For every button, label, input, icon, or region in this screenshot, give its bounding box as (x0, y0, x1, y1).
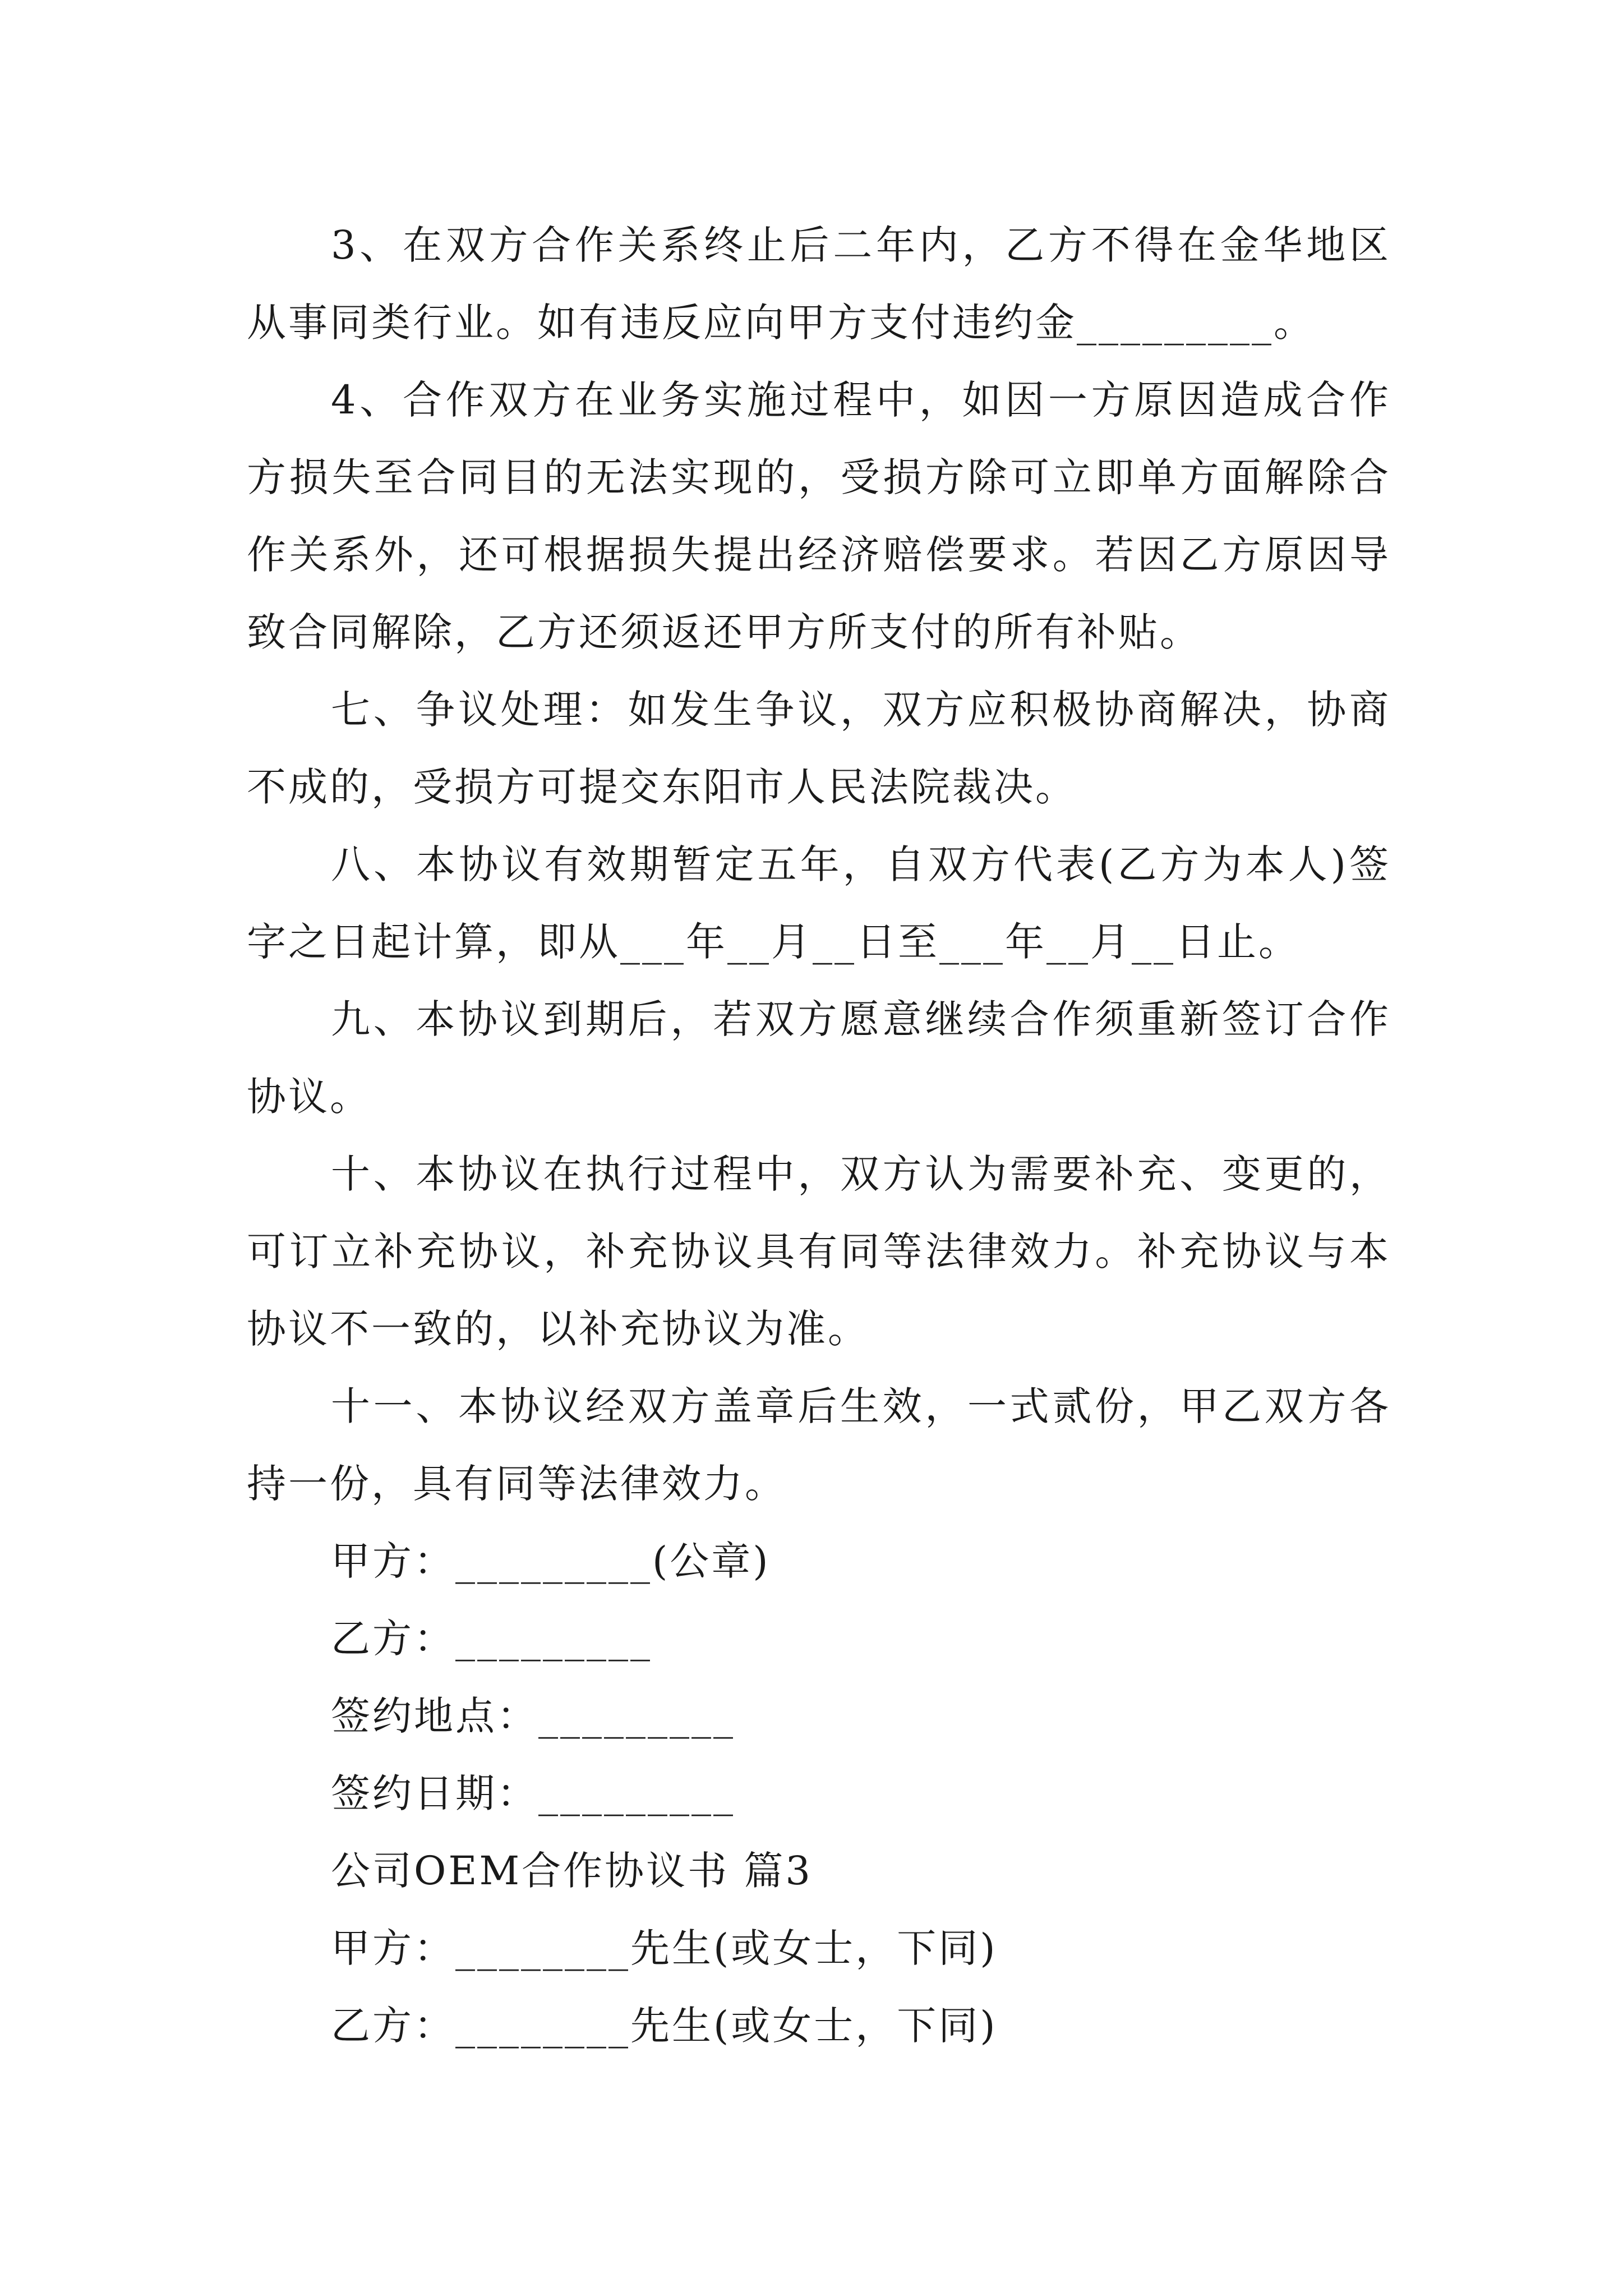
party-a-line: 甲方：________先生(或女士，下同) (331, 1925, 998, 1971)
clause-paragraph: 3、在双方合作关系终止后二年内，乙方不得在金华地区从事同类行业。如有违反应向甲方支付违约金_________。 (247, 222, 1391, 346)
document-body (247, 206, 1391, 2064)
clause-paragraph: 九、本协议到期后，若双方愿意继续合作须重新签订合作协议。 (247, 996, 1391, 1120)
clause-paragraph: 十一、本协议经双方盖章后生效，一式贰份，甲乙双方各持一份，具有同等法律效力。 (247, 1383, 1391, 1507)
clause-paragraph: 七、争议处理：如发生争议，双方应积极协商解决，协商不成的，受损方可提交东阳市人民法院裁决。 (247, 687, 1391, 810)
clause-paragraph: 十、本协议在执行过程中，双方认为需要补充、变更的，可订立补充协议，补充协议具有同等法律效力。补充协议与本协议不一致的，以补充协议为准。 (247, 1151, 1391, 1352)
signing-date: 签约日期：_________ (331, 1770, 735, 1816)
party-b-line: 乙方：________先生(或女士，下同) (331, 2003, 998, 2049)
clause-paragraph: 4、合作双方在业务实施过程中，如因一方原因造成合作方损失至合同目的无法实现的，受损方除可立即单方面解除合作关系外，还可根据损失提出经济赔偿要求。若因乙方原因导致合同解除，乙方还须返还甲方所支付的所有补贴。 (247, 377, 1391, 655)
section-title: 公司OEM合作协议书 篇3 (331, 1848, 813, 1894)
signing-place: 签约地点：_________ (331, 1693, 735, 1739)
clause-paragraph: 八、本协议有效期暂定五年，自双方代表(乙方为本人)签字之日起计算，即从___年__月__日至___年__月__日止。 (247, 841, 1391, 965)
signature-party-b: 乙方：_________ (331, 1616, 652, 1662)
signature-party-a: 甲方：_________(公章) (331, 1538, 771, 1584)
